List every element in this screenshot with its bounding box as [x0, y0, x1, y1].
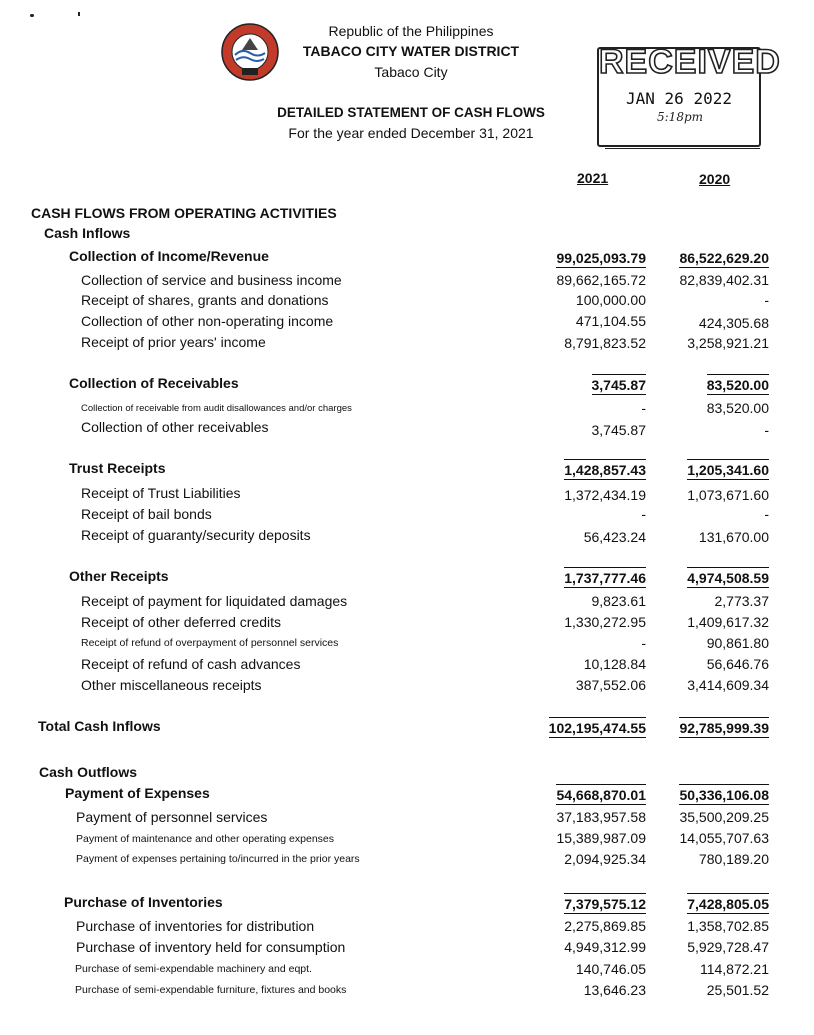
group-label-receivables: Collection of Receivables	[69, 375, 239, 391]
line-item-2020: 35,500,209.25	[679, 809, 769, 825]
stamp-rule	[605, 148, 760, 149]
group-total-2020: 1,205,341.60	[687, 459, 769, 480]
line-item-2020: 82,839,402.31	[679, 272, 769, 288]
line-item-2021: 89,662,165.72	[556, 272, 646, 288]
line-item-label: Purchase of inventory held for consumption	[76, 939, 346, 955]
scan-mark	[78, 12, 80, 16]
statement-period: For the year ended December 31, 2021	[288, 125, 534, 141]
line-item-2021: -	[641, 635, 646, 651]
group-total-2020: 86,522,629.20	[679, 250, 769, 266]
group-label-income: Collection of Income/Revenue	[69, 248, 269, 264]
line-item-2020: 780,189.20	[698, 851, 769, 867]
line-item-2021: 2,275,869.85	[564, 918, 646, 934]
line-item-2020: 1,409,617.32	[687, 614, 769, 630]
line-item-2020: -	[764, 506, 769, 522]
line-item-label: Other miscellaneous receipts	[81, 677, 262, 693]
group-total-2021: 1,737,777.46	[564, 567, 646, 588]
line-item-label: Purchase of semi-expendable machinery and eqpt.	[75, 963, 312, 975]
total-inflows-label: Total Cash Inflows	[38, 718, 161, 734]
line-item-2020: 83,520.00	[706, 400, 769, 416]
line-item-2020: 131,670.00	[698, 529, 769, 545]
line-item-2020: -	[764, 422, 769, 438]
group-label-expenses: Payment of Expenses	[65, 785, 210, 801]
line-item-2020: 424,305.68	[698, 315, 769, 331]
line-item-2020: 56,646.76	[706, 656, 769, 672]
line-item-label: Collection of other non-operating income	[81, 313, 334, 329]
line-item-2020: 25,501.52	[706, 982, 769, 998]
group-label-trust: Trust Receipts	[69, 460, 166, 476]
line-item-label: Receipt of guaranty/security deposits	[81, 527, 311, 543]
city-name: Tabaco City	[374, 64, 448, 80]
group-total-2020: 7,428,805.05	[687, 893, 769, 914]
line-item-2020: 114,872.21	[699, 961, 769, 977]
line-item-2021: 9,823.61	[591, 593, 646, 609]
group-total-2020: 50,336,106.08	[679, 784, 769, 805]
line-item-label: Payment of personnel services	[76, 809, 268, 825]
cash-inflows-title: Cash Inflows	[44, 225, 131, 241]
line-item-2020: 3,414,609.34	[687, 677, 769, 693]
line-item-label: Collection of service and business income	[81, 272, 342, 288]
line-item-label: Collection of other receivables	[81, 419, 269, 435]
line-item-label: Payment of expenses pertaining to/incurred in the prior years	[76, 853, 360, 865]
line-item-label: Receipt of other deferred credits	[81, 614, 281, 630]
line-item-2020: 5,929,728.47	[687, 939, 769, 955]
group-total-2021: 1,428,857.43	[564, 459, 646, 480]
line-item-label: Receipt of shares, grants and donations	[81, 292, 329, 308]
line-item-2021: 1,372,434.19	[564, 487, 646, 503]
line-item-2020: -	[764, 292, 769, 308]
group-label-inventories: Purchase of Inventories	[64, 894, 223, 910]
line-item-2021: -	[641, 506, 646, 522]
line-item-2021: 10,128.84	[583, 656, 646, 672]
scan-mark	[30, 14, 34, 17]
line-item-2021: 15,389,987.09	[556, 830, 646, 846]
group-total-2020: 83,520.00	[707, 374, 769, 395]
line-item-2021: 3,745.87	[591, 422, 646, 438]
cash-outflows-title: Cash Outflows	[39, 764, 138, 780]
group-total-2021: 99,025,093.79	[556, 250, 646, 266]
line-item-label: Receipt of bail bonds	[81, 506, 212, 522]
line-item-2021: 2,094,925.34	[564, 851, 646, 867]
group-label-other: Other Receipts	[69, 568, 169, 584]
line-item-2021: 1,330,272.95	[564, 614, 646, 630]
line-item-2021: -	[641, 400, 646, 416]
line-item-2021: 4,949,312.99	[564, 939, 646, 955]
line-item-2021: 471,104.55	[575, 313, 646, 329]
line-item-2021: 13,646.23	[583, 982, 646, 998]
line-item-2021: 100,000.00	[575, 292, 646, 308]
group-total-2021: 54,668,870.01	[556, 784, 646, 805]
district-name: TABACO CITY WATER DISTRICT	[302, 43, 520, 59]
column-header-2020: 2020	[699, 171, 731, 187]
stamp-date: JAN 26 2022	[626, 89, 732, 108]
line-item-2020: 90,861.80	[706, 635, 769, 651]
stamp-time: 5:18pm	[657, 110, 704, 124]
line-item-2021: 387,552.06	[575, 677, 646, 693]
line-item-label: Receipt of refund of cash advances	[81, 656, 301, 672]
line-item-2021: 8,791,823.52	[564, 335, 646, 351]
line-item-label: Collection of receivable from audit disallowances and/or charges	[81, 403, 352, 414]
line-item-2021: 37,183,957.58	[556, 809, 646, 825]
group-total-2021: 7,379,575.12	[564, 893, 646, 914]
line-item-label: Receipt of prior years' income	[81, 334, 266, 350]
line-item-2021: 56,423.24	[583, 529, 646, 545]
received-stamp	[597, 43, 781, 147]
line-item-label: Receipt of Trust Liabilities	[81, 485, 241, 501]
line-item-2020: 1,358,702.85	[687, 918, 769, 934]
stamp-word-top: RECEIVED	[599, 43, 781, 81]
line-item-label: Payment of maintenance and other operating expenses	[76, 833, 335, 845]
column-header-2021: 2021	[577, 170, 609, 186]
line-item-label: Purchase of semi-expendable furniture, fixtures and books	[75, 984, 347, 996]
section-title: CASH FLOWS FROM OPERATING ACTIVITIES	[31, 205, 337, 221]
total-inflows-2021: 102,195,474.55	[549, 717, 646, 738]
group-total-2021: 3,745.87	[592, 374, 647, 395]
line-item-2020: 3,258,921.21	[687, 335, 769, 351]
line-item-2020: 2,773.37	[714, 593, 769, 609]
republic-line: Republic of the Philippines	[328, 23, 494, 39]
line-item-label: Receipt of payment for liquidated damages	[81, 593, 348, 609]
group-total-2020: 4,974,508.59	[687, 567, 769, 588]
line-item-2020: 1,073,671.60	[687, 487, 769, 503]
line-item-2020: 14,055,707.63	[679, 830, 769, 846]
statement-title: DETAILED STATEMENT OF CASH FLOWS	[277, 105, 545, 120]
total-inflows-2020: 92,785,999.39	[679, 717, 769, 738]
line-item-label: Receipt of refund of overpayment of personnel services	[81, 637, 339, 649]
line-item-label: Purchase of inventories for distribution	[76, 918, 315, 934]
line-item-2021: 140,746.05	[575, 961, 646, 977]
